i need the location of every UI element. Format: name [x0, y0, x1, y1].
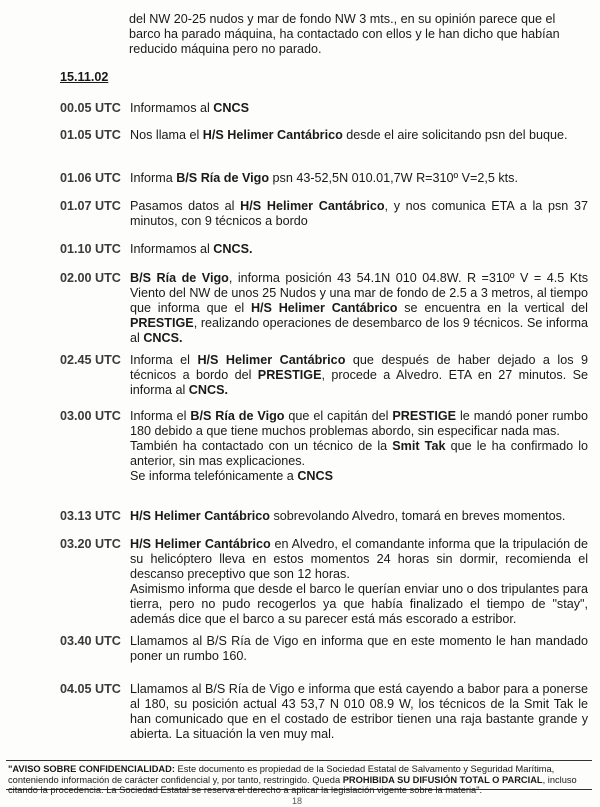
- entry-text: [130, 353, 588, 398]
- entry-text-segment: Informamos al: [130, 101, 214, 115]
- entry-text-bold: PRESTIGE: [130, 316, 194, 330]
- page-number: 18: [292, 796, 303, 806]
- entry-text-bold: CNCS.: [188, 383, 228, 397]
- notice-prohibition: PROHIBIDA SU DIFUSIÓN TOTAL O PARCIAL: [342, 774, 543, 785]
- entry-time: 04.05 UTC: [60, 682, 121, 696]
- entry-text-segment: Informamos al: [130, 242, 214, 256]
- entry-text-bold: CNCS.: [143, 331, 183, 345]
- entry-text-segment: que después de haber dejado a los 9 técnicos a bordo del: [130, 353, 588, 382]
- entry-text-segment: se encuentra en la vertical del: [397, 301, 588, 315]
- entry-text-segment: psn 43-52,5N 010.01,7W R=310º V=2,5 kts.: [269, 171, 518, 185]
- entry-text-segment: Llamamos al B/S Ría de Vigo en informa que en este momento le han mandado poner un rumbo 160.: [130, 634, 588, 663]
- entry-text-segment: También ha contactado con un técnico de la: [130, 439, 393, 453]
- entry-text-bold: H/S Helimer Cantábrico: [130, 537, 271, 551]
- entry-text-segment: le mandó poner rumbo 180 debido a que tiene muchos problemas abordo, sin especificar nada mas.: [130, 409, 588, 438]
- date-heading: 15.11.02: [60, 70, 109, 84]
- entry-text: [130, 171, 588, 186]
- entry-time: 00.05 UTC: [60, 101, 121, 115]
- entry-text-bold: H/S Helimer Cantábrico: [250, 301, 398, 315]
- entry-text-segment: que le ha confirmado lo anterior, sin mas explicaciones.: [130, 439, 589, 468]
- entry-text: [130, 537, 588, 627]
- entry-text-segment: Informa el: [130, 409, 191, 423]
- entry-text-segment: en Alvedro, el comandante informa que la tripulación de su helicóptero lleva en estos momentos 24 horas sin dormir, recomienda el descanso preceptivo que son 12 horas.: [130, 537, 588, 581]
- entry-text-segment: Nos llama el: [130, 128, 203, 142]
- entry-text: [130, 199, 588, 229]
- entry-text: [130, 271, 588, 346]
- entry-text-segment: , realizando operaciones de desembarco de los 9 técnicos. Se informa al: [130, 316, 588, 345]
- entry-text-segment: que el capitán del: [284, 409, 393, 423]
- entry-text-bold: CNCS: [297, 469, 333, 483]
- entry-text-segment: Informa el: [130, 353, 198, 367]
- entry-text: [130, 242, 588, 257]
- entry-time: 01.06 UTC: [60, 171, 121, 185]
- entry-text-bold: H/S Helimer Cantábrico: [240, 199, 385, 213]
- notice-label: "AVISO SOBRE CONFIDENCIALIDAD:: [8, 764, 175, 774]
- continuation-text: del NW 20-25 nudos y mar de fondo NW 3 mts., en su opinión parece que el barco ha parado máquina, ha contactado con ellos y le han dicho que habían reducido máquina pero no parado.: [129, 12, 560, 56]
- entry-text-segment: Llamamos al B/S Ría de Vigo e informa que está cayendo a babor para a ponerse al 180, su posición actual 43 53,7 N 010 08.9 W, los técnicos de la Smit Tak le han comunicado que en el costado de estribor tienen una raja bastante grande y abierta. La situación la ven muy mal.: [130, 682, 588, 741]
- entry-text-segment: , y nos comunica ETA a la psn 37 minutos, con 9 técnicos a bordo: [130, 199, 588, 228]
- entry-text: [130, 682, 588, 742]
- entry-text-bold: H/S Helimer Cantábrico: [130, 509, 270, 523]
- entry-text: [130, 509, 588, 524]
- entry-text-bold: B/S Ría de Vigo: [176, 171, 270, 185]
- entry-text: [130, 634, 588, 664]
- entry-text-bold: H/S Helimer Cantábrico: [202, 128, 343, 142]
- entry-time: 03.00 UTC: [60, 409, 121, 423]
- entry-text: [130, 128, 588, 143]
- entry-text-segment: Se informa telefónicamente a: [130, 469, 298, 483]
- entry-text-bold: B/S Ría de Vigo: [130, 271, 229, 285]
- entry-time: 01.05 UTC: [60, 128, 121, 142]
- entry-text-segment: Pasamos datos al: [130, 199, 241, 213]
- entry-time: 02.45 UTC: [60, 353, 121, 367]
- entry-text-bold: CNCS: [213, 101, 249, 115]
- entry-text-segment: desde el aire solicitando psn del buque.: [342, 128, 568, 142]
- entry-text: [130, 101, 588, 116]
- entry-text-segment: , informa posición 43 54.1N 010 04.8W. R =310º V = 4.5 Kts Viento del NW de unos 25 Nudos y una mar de fondo de 2.5 a 3 metros, al tiempo que informa que el: [130, 271, 588, 315]
- entry-text-bold: PRESTIGE: [392, 409, 457, 423]
- entry-text-bold: Smit Tak: [392, 439, 446, 453]
- entry-time: 01.07 UTC: [60, 199, 121, 213]
- entry-time: 03.20 UTC: [60, 537, 121, 551]
- entry-text-segment: Informa: [130, 171, 177, 185]
- entry-text-segment: , procede a Alvedro. ETA en 27 minutos. Se informa al: [130, 368, 589, 397]
- entry-text-bold: H/S Helimer Cantábrico: [197, 353, 346, 367]
- confidentiality-notice: [6, 760, 592, 795]
- entry-text-segment: sobrevolando Alvedro, tomará en breves momentos.: [269, 509, 566, 523]
- notice-text-2: , incluso citando la procedencia. La Sociedad Estatal se reserva el derecho a aplicar la legislación vigente sobre la materia".: [8, 774, 577, 795]
- entry-text-bold: CNCS.: [213, 242, 253, 256]
- entry-time: 03.40 UTC: [60, 634, 121, 648]
- entry-time: 03.13 UTC: [60, 509, 121, 523]
- entry-time: 01.10 UTC: [60, 242, 121, 256]
- entry-text-segment: Asimismo informa que desde el barco le querían enviar uno o dos tripulantes para tierra, pero no pudo recogerlos ya que había finalizado el tiempo de "stay", además dice que el barco a su parecer está más escorado a estribor.: [130, 582, 588, 626]
- entry-text-bold: PRESTIGE: [257, 368, 322, 382]
- entry-text-bold: B/S Ría de Vigo: [190, 409, 285, 423]
- entry-text: [130, 409, 588, 484]
- entry-time: 02.00 UTC: [60, 271, 121, 285]
- notice-text-1: Este documento es propiedad de la Sociedad Estatal de Salvamento y Seguridad Marítima, conteniendo información de carácter confidencial y, por tanto, restringido. Queda: [8, 764, 555, 785]
